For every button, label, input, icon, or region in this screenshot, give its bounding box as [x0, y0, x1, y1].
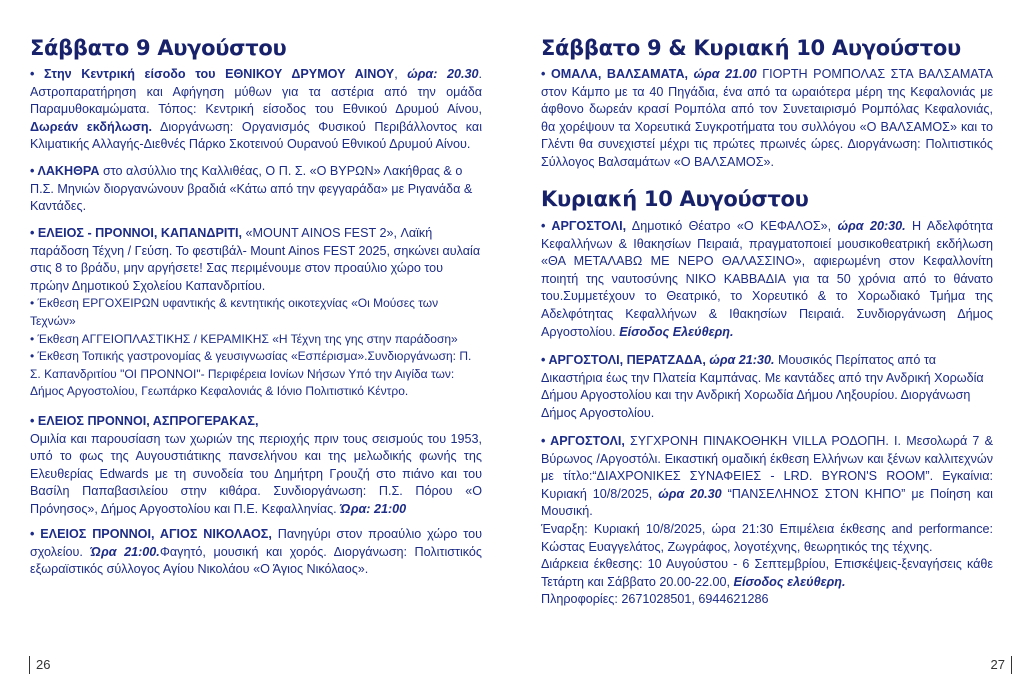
event-time: ώρα 21.00: [693, 67, 757, 81]
event-description: Πανηγύρι στον προαύλιο χώρο του σχολείου.: [30, 527, 482, 559]
event-description: ΓΙΟΡΤΗ ΡΟΜΠΟΛΑΣ ΣΤΑ ΒΑΛΣΑΜΑΤΑ στον Κάμπο με τα 40 Πηγάδια, ένα από τα ωραιότερα μέρη της Κεφαλονιάς με άφθονο δωρεάν κρασί Ρομπόλα από τον Συνεταιρισμό Ρομπόλας Κεφαλονιάς, θα χορέψουν τα Χορευτικά Συγκροτήματα του συλλόγου «Ο ΒΑΛΣΑΜΟΣ» και το Γλέντι θα συνεχιστεί μέχρι τις πρώτες πρωινές ώρες. Διοργάνωση: Πολιτιστικός Σύλλογος Βαλσαμάτων «Ο ΒΑΛΣΑΜΟΣ».: [541, 67, 994, 169]
exhibition-ceramics: • Έκθεση ΑΓΓΕΙΟΠΛΑΣΤΙΚΗΣ / ΚΕΡΑΜΙΚΗΣ «Η Τέχνη της γης στην παράδοση»: [30, 331, 458, 346]
event-description: . Αστροπαρατήρηση και Αφήγηση μύθων για τα αστέρια από την ομάδα Παραμυθοκαμώματα. Τόπος: Κεντρική είσοδος του Εθνικού Δρυμού Αίνου,: [30, 67, 483, 117]
event-description: «MOUNT AINOS FEST 2», Λαϊκή παράδοση Τέχνη / Γεύση. Το φεστιβάλ- Mount Ainos FEST 2025, σηκώνει αυλαία στις 8 το βράδυ, μην αργήσετε! Σας περιμένουμε στον προαύλιο χώρο του πρώην Δημοτικού Σχολείου Καπανδριτίου.: [30, 226, 481, 293]
event-heading: • Στην Κεντρική είσοδο του ΕΘΝΙΚΟΥ ΔΡΥΜΟΥ ΑΙΝΟΥ: [30, 67, 395, 81]
right-page: [541, 0, 993, 682]
page-title: Σάββατο 9 & Κυριακή 10 Αυγούστου: [541, 36, 961, 60]
left-page: [30, 0, 482, 682]
event-kefalos-theatre: [541, 218, 993, 341]
event-valsamata: [541, 66, 993, 172]
free-entry-note: Είσοδος ελεύθερη.: [733, 574, 846, 589]
event-description: Η Αδελφότητα Κεφαλλήνων & Ιθακησίων Πειραιά, πραγματοποιεί μουσικοθεατρική εκδήλωση «ΘΑ ΜΕΤΑΛΑΒΩ ΜΕ ΝΕΡΟ ΘΑΛΑΣΣΙΝΟ», αφιερωμένη στον Κεφαλλονίτη ποιητή της ναυτοσύνης ΝΙΚΟ ΚΑΒΒΑΔΙΑ για τα 50 χρόνια από το θάνατο του.Συμμετέχουν το Θεατρικό, το Χορευτικό & το Χορωδιακό Τμήμα της Αδελφότητας Κεφαλλήνων & Ιθακησίων Πειραιά. Συνδιοργάνωση Δήμος Αργοστολίου.: [541, 219, 994, 339]
contact-phones: Πληροφορίες: 2671028501, 6944621286: [541, 592, 769, 607]
event-kapandriti: [30, 225, 482, 401]
page-number-right: 27: [991, 656, 1012, 674]
event-heading: • ΛΑΚΗΘΡΑ: [30, 164, 100, 178]
event-time: Ώρα: 21:00: [340, 501, 407, 516]
event-time: ώρα: 20.30: [407, 67, 479, 81]
event-title-text: “ΠΑΝΣΕΛΗΝΟΣ ΣΤΟΝ ΚΗΠΟ” με Ποίηση και Μουσική.: [541, 486, 993, 519]
event-start-info: Έναρξη: Κυριακή 10/8/2025, ώρα 21:30 Επιμέλεια έκθεσης and performance: Κώστας Ευαγγελάτος, Ζωγράφος, λογοτέχνης, θεωρητικός της τέχνης.: [541, 521, 993, 554]
event-time: ώρα 20:30.: [837, 219, 906, 233]
event-lakithra: [30, 163, 482, 216]
event-time: ώρα 21:30.: [709, 353, 775, 367]
event-description: Μουσικός Περίπατος από τα Δικαστήρια έως την Πλατεία Καμπάνας. Με καντάδες από την Ανδρική Χορωδία Δήμου Αργοστολίου και την Ανδρική Χορωδία Δήμου Ληξουρίου. Διοργάνωση Δήμος Αργοστολίου.: [541, 353, 984, 420]
page-title: Σάββατο 9 Αυγούστου: [30, 36, 287, 60]
exhibition-crafts: • Έκθεση ΕΡΓΟΧΕΙΡΩΝ υφαντικής & κεντητικής οικοτεχνίας «Οι Μούσες των Τεχνών»: [30, 296, 439, 328]
event-organizer: Φαγητό, μουσική και χορός. Διοργάνωση: Πολιτιστικός εξωραϊστικός σύλλογος Αγίου Νικολάου «Ο Άγιος Νικόλαος».: [30, 544, 483, 577]
event-heading: • ΕΛΕΙΟΣ - ΠΡΟΝΝΟΙ, ΚΑΠΑΝΔΡΙΤΙ,: [30, 226, 243, 240]
event-peratzada: [541, 352, 993, 422]
exhibition-gastronomy: • Έκθεση Τοπικής γαστρονομίας & γευσιγνωσίας «Εσπέρισμα».Συνδιοργάνωση: Π. Σ. Καπανδριτίου "ΟΙ ΠΡΟΝΝΟΙ"- Περιφέρεια Ιονίων Νήσων Υπό την Αιγίδα των: Δήμος Αργοστολίου, Γεωπάρκο Κεφαλονιάς & Ιόνιο Πολιτιστικό Κέντρο.: [30, 349, 472, 399]
page-number-left: 26: [29, 656, 50, 674]
event-heading: • ΑΡΓΟΣΤΟΛΙ,: [541, 219, 627, 233]
event-description: Ομιλία και παρουσίαση των χωριών της περιοχής πριν τους σεισμούς του 1953, υπό το φως της Αυγουστιάτικης πανσελήνου και της μελωδικής φωνής της Ελευθερίας Edwards με τη συνοδεία του Δημήτρη Γρουζή στο πιάνο και του Βασίλη Παπαβασιλείου στην κιθάρα. Συνδιοργάνωση: Π.Σ. Πόρου «Ο Πρόνησος», Δήμος Αργοστολίου και Π.Ε. Κεφαλληνίας.: [30, 431, 482, 516]
event-time: Ώρα 21:00.: [90, 544, 160, 559]
event-villa-rodopi: [541, 433, 993, 609]
event-time: ώρα 20.30: [658, 486, 722, 501]
event-organizer: Διοργάνωση: Οργανισμός Φυσικού Περιβάλλοντος και Κλιματικής Αλλαγής-Διεθνές Πάρκο Σκοτεινού Ουρανού Εθνικού Δρυμού Αίνου.: [30, 119, 482, 152]
event-heading: • ΑΡΓΟΣΤΟΛΙ,: [541, 434, 625, 448]
event-heading: • ΕΛΕΙΟΣ ΠΡΟΝΝΟΙ, ΑΓΙΟΣ ΝΙΚΟΛΑΟΣ,: [30, 527, 272, 541]
event-heading: • ΕΛΕΙΟΣ ΠΡΟΝΝΟΙ, ΑΣΠΡΟΓΕΡΑΚΑΣ,: [30, 414, 259, 428]
section-title: Κυριακή 10 Αυγούστου: [541, 187, 809, 211]
free-entry-note: Δωρεάν εκδήλωση.: [30, 119, 153, 134]
event-eonos-astronomy: • Στην Κεντρική είσοδο του ΕΘΝΙΚΟΥ ΔΡΥΜΟΥ ΑΙΝΟΥ, ώρα: 20.30. Αστροπαρατήρηση και Αφήγηση μύθων για τα αστέρια από την ομάδα Παραμυθοκαμώματα. Τόπος: Κεντρική είσοδος του Εθνικού Δρυμού Αίνου, Δωρεάν εκδήλωση. Διοργάνωση: Οργανισμός Φυσικού Περιβάλλοντος και Κλιματικής Αλλαγής-Διεθνές Πάρκο Σκοτεινού Ουρανού Εθνικού Δρυμού Αίνου.: [30, 67, 483, 152]
event-venue: Δημοτικό Θέατρο «Ο ΚΕΦΑΛΟΣ»,: [626, 219, 838, 233]
event-description: στο αλσύλλιο της Καλλιθέας, Ο Π. Σ. «Ο ΒΥΡΩΝ» Λακήθρας & ο Π.Σ. Μηνιών διοργανώνουν βραδιά «Κάτω από την φεγγαράδα» με Ριγανάδα & Καντάδες.: [30, 164, 473, 214]
event-duration: Διάρκεια έκθεσης: 10 Αυγούστου - 6 Σεπτεμβρίου, Επισκέψεις-ξεναγήσεις κάθε Τετάρτη και Σάββατο 20.00-22.00,: [541, 557, 993, 589]
free-entry-note: Είσοδος Ελεύθερη.: [619, 324, 734, 339]
event-heading: • ΟΜΑΛΑ, ΒΑΛΣΑΜΑΤΑ,: [541, 67, 694, 81]
event-asprogerakas: [30, 413, 482, 519]
event-description: ΣΥΓΧΡΟΝΗ ΠΙΝΑΚΟΘΗΚΗ VILLA ΡΟΔΟΠΗ. Ι. Μεσολωρά 7 & Βύρωνος /Αργοστόλι. Εικαστική ομαδική έκθεση Ελλήνων και ξένων καλλιτεχνών με τίτλο:“ΔΙΑΧΡΟΝΙΚΕΣ ΣΥΝΑΦΕΙΕΣ - LRD. BYRON'S ROOM”. Εγκαίνια: Κυριακή 10/8/2025,: [541, 434, 993, 501]
event-agios-nikolaos: [30, 526, 482, 579]
event-heading: • ΑΡΓΟΣΤΟΛΙ, ΠΕΡΑΤΖΑΔΑ,: [541, 353, 710, 367]
